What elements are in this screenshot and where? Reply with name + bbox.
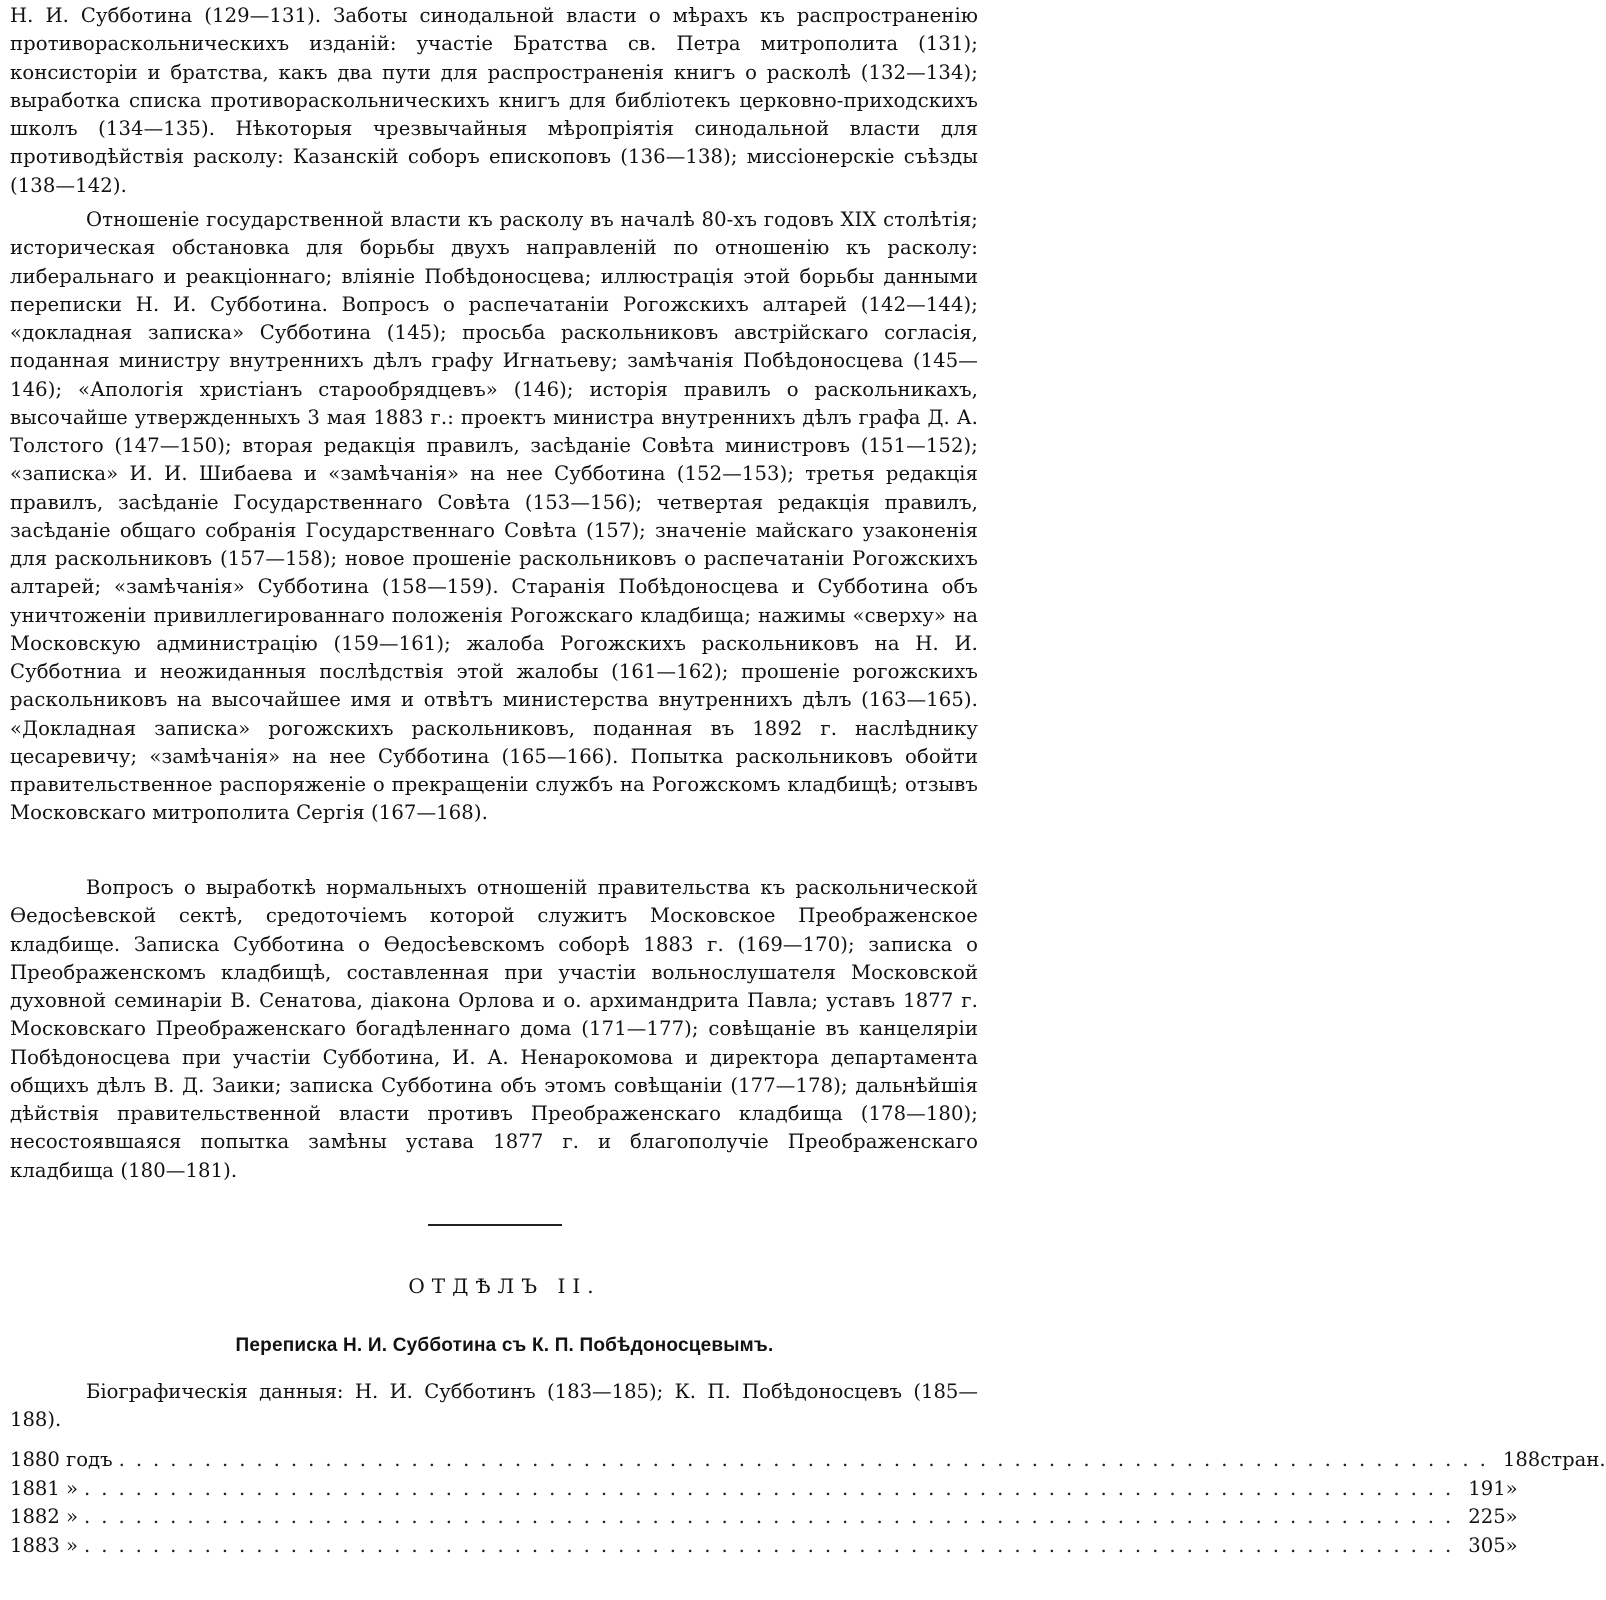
contents-year: 1883 xyxy=(10,1533,60,1557)
contents-row xyxy=(10,1446,1606,1475)
paragraph-3: Вопросъ о выработкѣ нормальныхъ отношеній правительства къ раскольнической Ѳедосѣевской сектѣ, средоточіемъ которой служитъ Московское Преображенское кладбище. Записка Субботина о Ѳедосѣевскомъ соборѣ 1883 г. (169—170); записка о Преображенскомъ кладбищѣ, составленная при участіи вольнослушателя Московской духовной семинаріи В. Сенатова, діакона Орлова и о. архимандрита Павла; уставъ 1877 г. Московскаго Преображенскаго богадѣленнаго дома (171—177); совѣщаніе въ канцеляріи Побѣдоносцева при участіи Субботина, И. А. Ненарокомова и директора департамента общихъ дѣлъ В. Д. Заики; записка Субботина объ этомъ совѣщаніи (177—178); дальнѣйшія дѣйствія правительственной власти противъ Преображенскаго кладбища (178—180); несостоявшаяся попытка замѣны устава 1877 г. и благополучіе Преображенскаго кладбища (180—181). xyxy=(10,876,978,1182)
contents-label: » xyxy=(66,1505,78,1528)
contents-page: 188 xyxy=(1502,1448,1541,1471)
contents-row xyxy=(10,1503,1518,1532)
contents-row xyxy=(10,1532,1518,1561)
contents-unit: » xyxy=(1505,1505,1518,1528)
contents-page: 191 xyxy=(1468,1476,1506,1500)
paragraph-1: Н. И. Субботина (129—131). Заботы синодальной власти о мѣрахъ къ распространенію противораскольническихъ изданій: участіе Братства св. Петра митрополита (131); консисторіи и братства, какъ два пути для распространенія книгъ о расколѣ (132—134); выработка списка противораскольническихъ книгъ для библіотекъ церковно-приходскихъ школъ (134—135). Нѣкоторыя чрезвычайныя мѣропріятія синодальной власти для противодѣйствія расколу: Казанскій соборъ епископовъ (136—138); миссіонерскіе съѣзды (138—142). xyxy=(10,4,978,197)
section-subtitle: Переписка Н. И. Субботина съ К. П. Побѣдоносцевымъ. xyxy=(235,1335,774,1356)
biographical-data: Біографическія данныя: Н. И. Субботинъ (183—185); К. П. Побѣдоносцевъ (185—188). xyxy=(10,1380,978,1432)
contents-unit: » xyxy=(1505,1476,1518,1500)
dot-leader: ................................................................................ xyxy=(118,1448,1497,1471)
contents-page: 225 xyxy=(1468,1505,1506,1528)
paragraph-2: Отношеніе государственной власти къ расколу въ началѣ 80-хъ годовъ XIX столѣтія; историческая обстановка для борьбы двухъ направленій по отношенію къ расколу: либеральнаго и реакціоннаго; вліяніе Побѣдоносцева; иллюстрація этой борьбы данными переписки Н. И. Субботина. Вопросъ о распечатаніи Рогожскихъ алтарей (142—144); «докладная записка» Субботина (145); просьба раскольниковъ австрійскаго согласія, поданная министру внутреннихъ дѣлъ графу Игнатьеву; замѣчанія Побѣдоносцева (145—146); «Апологія христіанъ старообрядцевъ» (146); исторія правилъ о раскольникахъ, высочайше утвержденныхъ 3 мая 1883 г.: проектъ министра внутреннихъ дѣлъ графа Д. А. Толстого (147—150); вторая редакція правилъ, засѣданіе Совѣта министровъ (151—152); «записка» И. И. Шибаева и «замѣчанія» на нее Субботина (152—153); третья редакція правилъ, засѣданіе Государственнаго Совѣта (153—156); четвертая редакція правилъ, засѣданіе общаго собранія Государственнаго Совѣта (157); значеніе майскаго узаконенія для раскольниковъ (157—158); новое прошеніе раскольниковъ о распечатаніи Рогожскихъ алтарей; «замѣчанія» Субботина (158—159). Старанія Побѣдоносцева и Субботина объ уничтоженіи привиллегированнаго положенія Рогожскаго кладбища; нажимы «сверху» на Московскую администрацію (159—161); жалоба Рогожскихъ раскольниковъ на Н. И. Субботниа и неожиданныя послѣдствія этой жалобы (161—162); прошеніе рогожскихъ раскольниковъ на высочайшее имя и отвѣтъ министерства внутреннихъ дѣлъ (163—165). «Докладная записка» рогожскихъ раскольниковъ, поданная въ 1892 г. наслѣднику цесаревичу; «замѣчанія» на нее Субботина (165—166). Попытка раскольниковъ обойти правительственное распоряженіе о прекращеніи службъ на Рогожскомъ кладбищѣ; отзывъ Московскаго митрополита Сергія (167—168). xyxy=(10,208,978,825)
dot-leader: ................................................................................ xyxy=(84,1505,1463,1528)
contents-list xyxy=(10,1446,1606,1560)
contents-label: » xyxy=(66,1476,78,1500)
contents-label: годъ xyxy=(66,1448,113,1471)
contents-page: 305 xyxy=(1468,1533,1506,1557)
contents-year: 1880 xyxy=(10,1448,60,1471)
dot-leader: ................................................................................ xyxy=(84,1476,1463,1500)
section-divider xyxy=(428,1224,562,1226)
dot-leader: ................................................................................ xyxy=(84,1533,1463,1557)
contents-year: 1881 xyxy=(10,1476,60,1500)
section-title: ОТДѢЛЪ II. xyxy=(408,1274,601,1298)
contents-unit: стран. xyxy=(1540,1448,1606,1471)
contents-row xyxy=(10,1475,1518,1504)
contents-label: » xyxy=(66,1533,78,1557)
contents-year: 1882 xyxy=(10,1505,60,1528)
contents-unit: » xyxy=(1505,1533,1518,1557)
